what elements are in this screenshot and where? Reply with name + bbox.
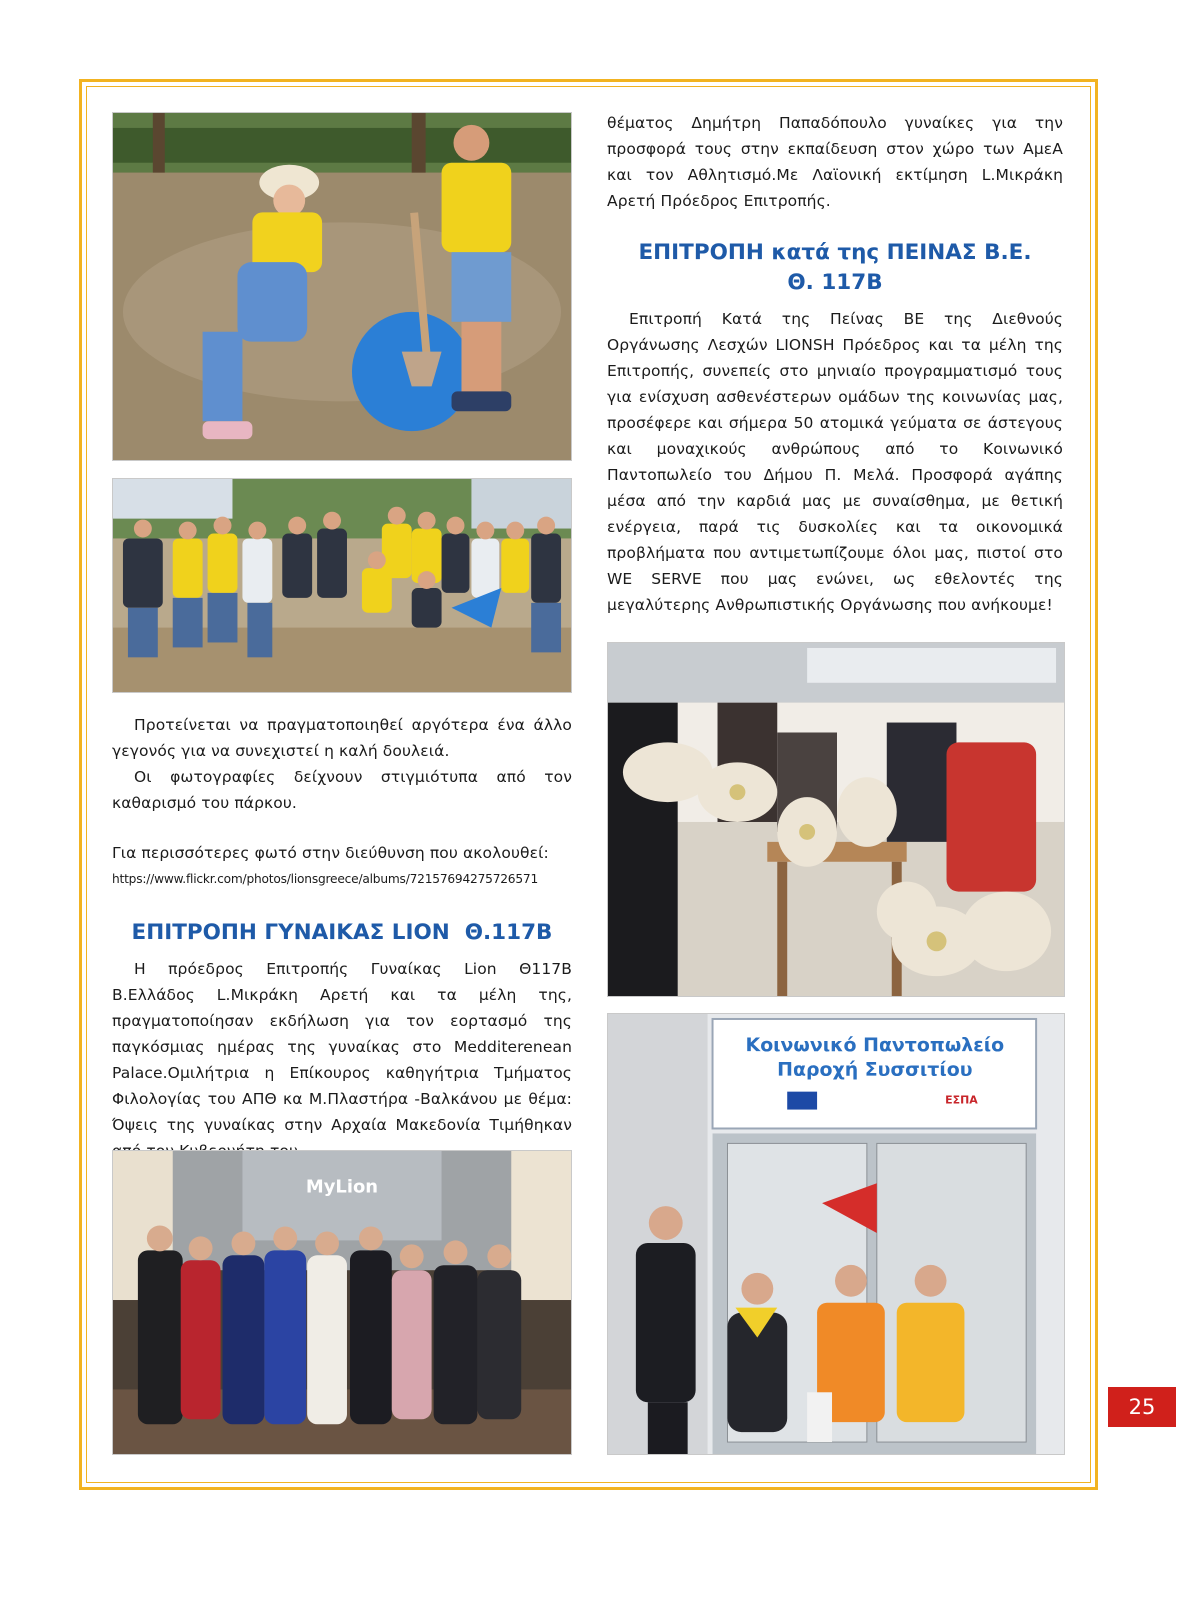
continued-paragraph-text: θέματος Δημήτρη Παπαδόπουλο γυναίκες για την προσφορά τους στην εκπαίδευση στον χώρο των ΑμεΑ και τον Αθλητισμό.Με Λαϊονική εκτίμηση L.Μικράκη Αρετή Πρόεδρος Επιτροπής.	[607, 114, 1063, 210]
hunger-paragraph-text: Επιτροπή Κατά της Πείνας ΒΕ της Διεθνούς Οργάνωσης Λεσχών LIONSH Πρόεδρος και τα μέλη της Επιτροπής, συνεπείς στο μηνιαίο προγραμματισμό τους για ενίσχυση ασθενέστερων ομάδων της κοινωνίας μας, προσέφερε και σήμερα 50 ατομικά γεύματα σε άστεγους και μοναχικούς ανθρώπους από το Κοινωνικό Παντοπωλείο του Δήμου Π. Μελά. Προσφορά αγάπης μέσα από την καρδιά μας με συναίσθημα, με θετική ενέργεια, παρά τις δυσκολίες και τα οικονομικά προβλήματα που αντιμετωπίζουμε όλοι μας, πιστοί στο WE SERVE που μας ενώνει, ως εθελοντές της μεγαλύτερης Ανθρωπιστικής Οργάνωσης που ανήκουμε!	[607, 310, 1063, 614]
continued-paragraph	[607, 110, 1063, 214]
women-paragraph	[112, 956, 572, 1164]
photo-womens-day-event	[112, 1150, 572, 1455]
page-number: 25	[1108, 1387, 1176, 1427]
espa-logo-text: ΕΣΠΑ	[945, 1093, 978, 1107]
hunger-heading-line2: Θ. 117Β	[787, 270, 883, 295]
more-photos-text: Για περισσότερες φωτό στην διεύθυνση που ακολουθεί:	[112, 844, 549, 862]
photo-park-cleanup-group	[112, 478, 572, 693]
store-sign-line1: Κοινωνικό Παντοπωλείο	[745, 1033, 1005, 1056]
event-screen-text: MyLion	[305, 1176, 379, 1198]
hunger-paragraph	[607, 306, 1063, 618]
store-sign-line2: Παροχή Συσσιτίου	[777, 1058, 973, 1081]
park-paragraph-2: Οι φωτογραφίες δείχνουν στιγμιότυπα από τον καθαρισμό του πάρκου.	[112, 768, 572, 812]
photo-park-cleanup-volunteers	[112, 112, 572, 461]
park-cleanup-text	[112, 712, 572, 816]
women-section-heading: ΕΠΙΤΡΟΠΗ ΓΥΝΑΙΚΑΣ LION Θ.117Β	[131, 920, 553, 945]
photo-social-grocery-store	[607, 1013, 1065, 1455]
hunger-heading-line1: ΕΠΙΤΡΟΠΗ κατά της ΠΕΙΝΑΣ Β.Ε.	[638, 240, 1032, 265]
flickr-album-link[interactable]: https://www.flickr.com/photos/lionsgreece/albums/72157694275726571	[112, 872, 539, 886]
hunger-section-heading	[607, 238, 1063, 298]
photo-meal-packaging	[607, 642, 1065, 997]
more-photos-line	[112, 840, 572, 866]
women-paragraph-text: Η πρόεδρος Επιτροπής Γυναίκας Lion Θ117Β Β.Ελλάδος L.Μικράκη Αρετή και τα μέλη της, πραγματοποίησαν εκδήλωση για τον εορτασμό της παγκόσμιας ημέρας της γυναίκας στο Medditerenean Palace.Ομιλήτρια η Επίκουρος καθηγήτρια Τμήματος Φιλολογίας του ΑΠΘ κα Μ.Πλαστήρα -Βαλκάνου με θέμα: Όψεις της γυναίκας στην Αρχαία Μακεδονία Τιμήθηκαν	[112, 960, 572, 1134]
park-paragraph-1: Προτείνεται να πραγματοποιηθεί αργότερα ένα άλλο γεγονός για να συνεχιστεί η καλή δουλειά.	[112, 716, 572, 760]
